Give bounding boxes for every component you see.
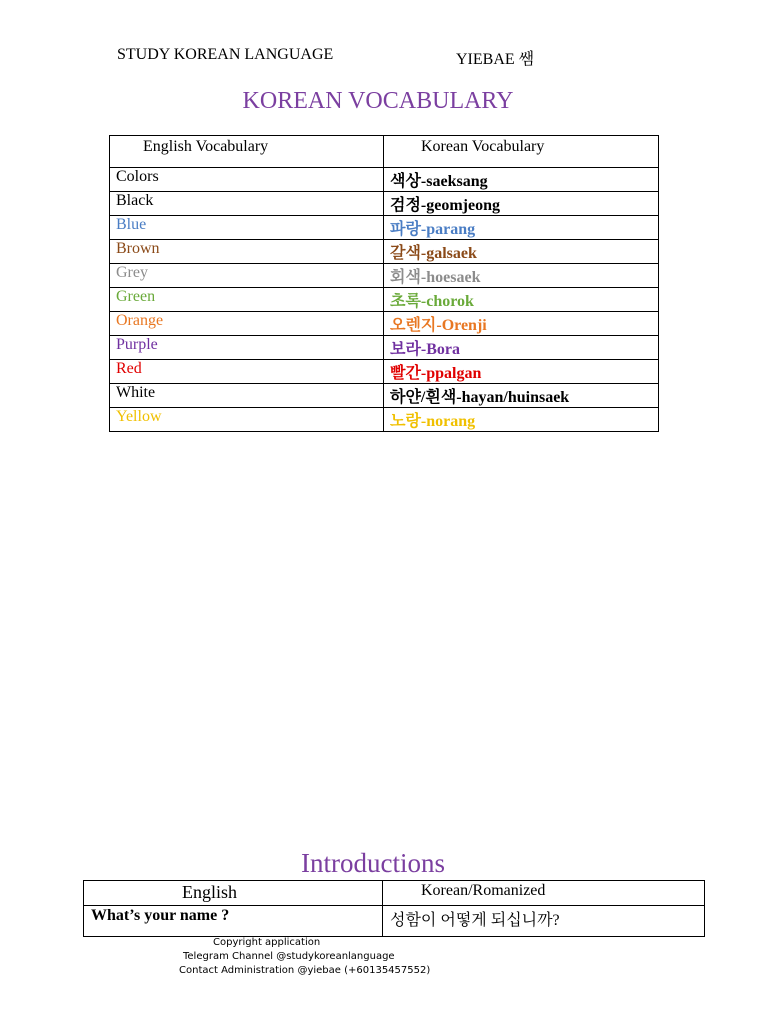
column-header-korean-romanized: Korean/Romanized [383,881,705,906]
table-header-row [110,136,659,168]
table-row [110,384,659,408]
korean-word: 색상-saeksang [384,168,659,192]
header-left: STUDY KOREAN LANGUAGE [117,46,334,63]
korean-word: 파랑-parang [384,216,659,240]
table-row [110,192,659,216]
column-header-english: English Vocabulary [110,136,384,168]
korean-word: 오렌지-Orenji [384,312,659,336]
korean-word: 하얀/흰색-hayan/huinsaek [384,384,659,408]
introductions-table [83,880,705,937]
header-right: YIEBAE 쌤 [456,51,535,68]
footer-telegram: Telegram Channel @studykoreanlanguage [183,951,395,962]
page-title: KOREAN VOCABULARY [242,88,514,114]
english-word: Yellow [110,408,384,432]
table-header-row [84,881,705,906]
korean-word: 검정-geomjeong [384,192,659,216]
table-row [110,360,659,384]
english-word: Blue [110,216,384,240]
table-row [110,168,659,192]
korean-phrase: 성함이 어떻게 되십니까? [383,906,705,937]
footer-contact: Contact Administration @yiebae (+60135457552) [179,965,431,976]
english-word: Brown [110,240,384,264]
english-word: Purple [110,336,384,360]
english-word: Colors [110,168,384,192]
table-row [84,906,705,937]
column-header-korean: Korean Vocabulary [384,136,659,168]
footer-copyright: Copyright application [213,937,321,948]
table-row [110,240,659,264]
korean-word: 갈색-galsaek [384,240,659,264]
english-phrase: What’s your name ? [84,906,383,937]
korean-word: 노랑-norang [384,408,659,432]
english-word: Orange [110,312,384,336]
korean-word: 보라-Bora [384,336,659,360]
korean-word: 빨간-ppalgan [384,360,659,384]
table-row [110,312,659,336]
table-row [110,336,659,360]
column-header-english: English [84,881,383,906]
english-word: Green [110,288,384,312]
english-word: White [110,384,384,408]
footer [160,936,500,978]
english-word: Red [110,360,384,384]
english-word: Black [110,192,384,216]
korean-word: 초록-chorok [384,288,659,312]
introductions-title: Introductions [301,848,445,878]
english-word: Grey [110,264,384,288]
vocabulary-table [109,135,659,432]
table-row [110,264,659,288]
table-row [110,216,659,240]
table-row [110,408,659,432]
table-row [110,288,659,312]
korean-word: 회색-hoesaek [384,264,659,288]
